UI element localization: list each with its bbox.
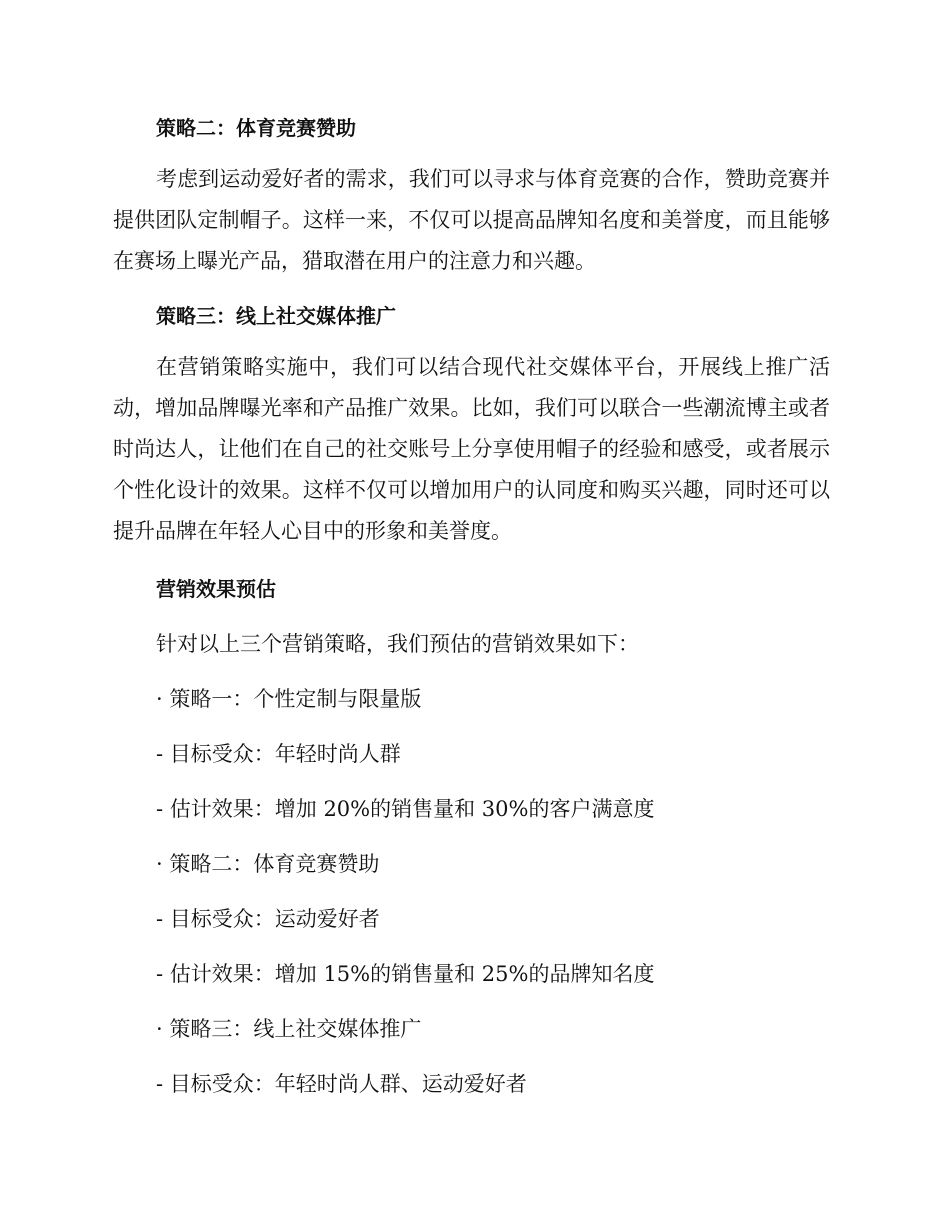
section-heading-strategy-2: 策略二：体育竞赛赞助: [156, 116, 356, 140]
list-item: - 估计效果：增加 15%的销售量和 25%的品牌知名度: [156, 962, 655, 986]
list-item: · 策略三：线上社交媒体推广: [156, 1017, 422, 1041]
effects-intro: 针对以上三个营销策略，我们预估的营销效果如下：: [156, 632, 639, 656]
list-item: - 目标受众：年轻时尚人群: [156, 742, 401, 766]
section-heading-effects: 营销效果预估: [156, 577, 276, 601]
paragraph-strategy-3: 在营销策略实施中，我们可以结合现代社交媒体平台，开展线上推广活动，增加品牌曝光率和产品推广效果。比如，我们可以联合一些潮流博主或者时尚达人，让他们在自己的社交账号上分享使用帽子的经验和感受，或者展示个性化设计的效果。这样不仅可以增加用户的认同度和购买兴趣，同时还可以提升品牌在年轻人心目中的形象和美誉度。: [113, 355, 830, 543]
list-item: · 策略二：体育竞赛赞助: [156, 852, 380, 876]
list-item: - 目标受众：年轻时尚人群、运动爱好者: [156, 1072, 527, 1096]
paragraph-strategy-2: 考虑到运动爱好者的需求，我们可以寻求与体育竞赛的合作，赞助竞赛并提供团队定制帽子。这样一来，不仅可以提高品牌知名度和美誉度，而且能够在赛场上曝光产品，猎取潜在用户的注意力和兴趣。: [113, 167, 830, 273]
list-item: - 估计效果：增加 20%的销售量和 30%的客户满意度: [156, 797, 655, 821]
section-heading-strategy-3: 策略三：线上社交媒体推广: [156, 304, 396, 328]
list-item: · 策略一：个性定制与限量版: [156, 687, 422, 711]
list-item: - 目标受众：运动爱好者: [156, 907, 380, 931]
